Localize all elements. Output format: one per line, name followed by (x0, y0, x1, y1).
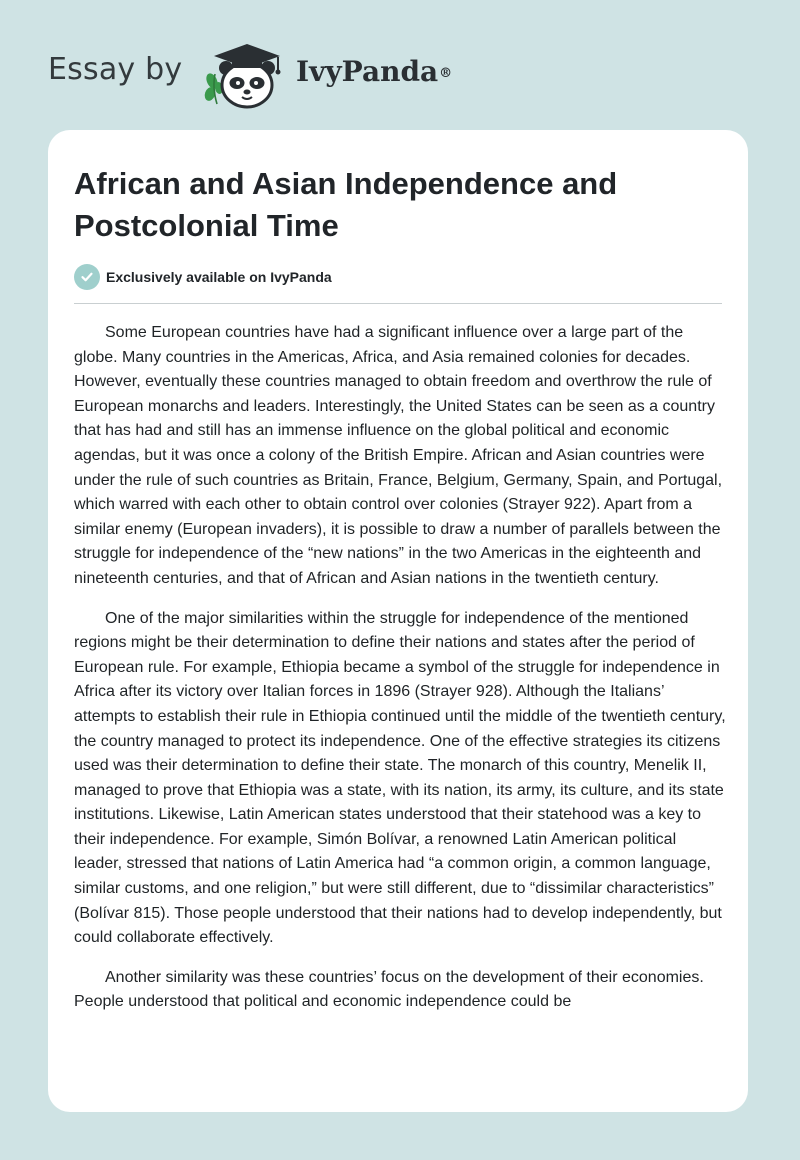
site-header (0, 0, 800, 130)
essay-body (74, 321, 726, 1030)
exclusive-badge (74, 264, 332, 290)
title-divider (74, 303, 722, 304)
ivypanda-logo-icon[interactable] (202, 38, 292, 110)
paragraph: One of the major similarities within the struggle for independence of the mentioned regions might be their determination to define their nations and states after the period of European rule. For example, Ethiopia became a symbol of the struggle for independence in Africa after its victory over Italian forces in 1896 (Strayer 928). Although the Italians’ attempts to establish their rule in Ethiopia continued until the middle of the twentieth century, the country managed to protect its independence. One of the effective strategies its citizens used was their determination to define their state. The monarch of this country, Menelik II, managed to prove that Ethiopia was a state, with its nation, its army, its culture, and its state institutions. Likewise, Latin American states understood that their statehood was a key to their independence. For example, Simón Bolívar, a renowned Latin American political leader, stressed that nations of Latin America had “a common origin, a common language, similar customs, and one religion,” but were still different, due to “dissimilar characteristics” (Bolívar 815). Those people understood that their nations had to develop independently, but could collaborate effectively. (74, 609, 726, 947)
brand-name: IvyPanda (296, 55, 439, 88)
paragraph: Some European countries have had a significant influence over a large part of the globe. Many countries in the Americas, Africa, and Asia remained colonies for decades. However, eventually these countries managed to obtain freedom and overthrow the rule of European monarchs and leaders. Interestingly, the United States can be seen as a country that has had and still has an immense influence on the global political and economic agendas, but it was once a colony of the British Empire. African and Asian countries were under the rule of such countries as Britain, France, Belgium, Germany, Spain, and Portugal, which warred with each other to obtain control over colonies (Strayer 922). Apart from a similar enemy (European invaders), it is possible to draw a number of parallels between the struggle for independence of the “new nations” in the two Americas in the eighteenth and nineteenth centuries, and that of African and Asian nations in the twentieth century. (74, 324, 723, 587)
check-circle-icon (74, 264, 100, 290)
ivypanda-brand[interactable] (296, 54, 452, 90)
essay-card (48, 130, 748, 1112)
paragraph: Another similarity was these countries’ focus on the development of their economies. People understood that political and economic independence could be (74, 968, 704, 1011)
registered-mark: ® (439, 66, 453, 81)
exclusive-badge-label: Exclusively available on IvyPanda (106, 269, 332, 285)
essay-title: African and Asian Independence and Postcolonial Time (74, 166, 618, 243)
essay-by-label: Essay by (48, 52, 183, 87)
